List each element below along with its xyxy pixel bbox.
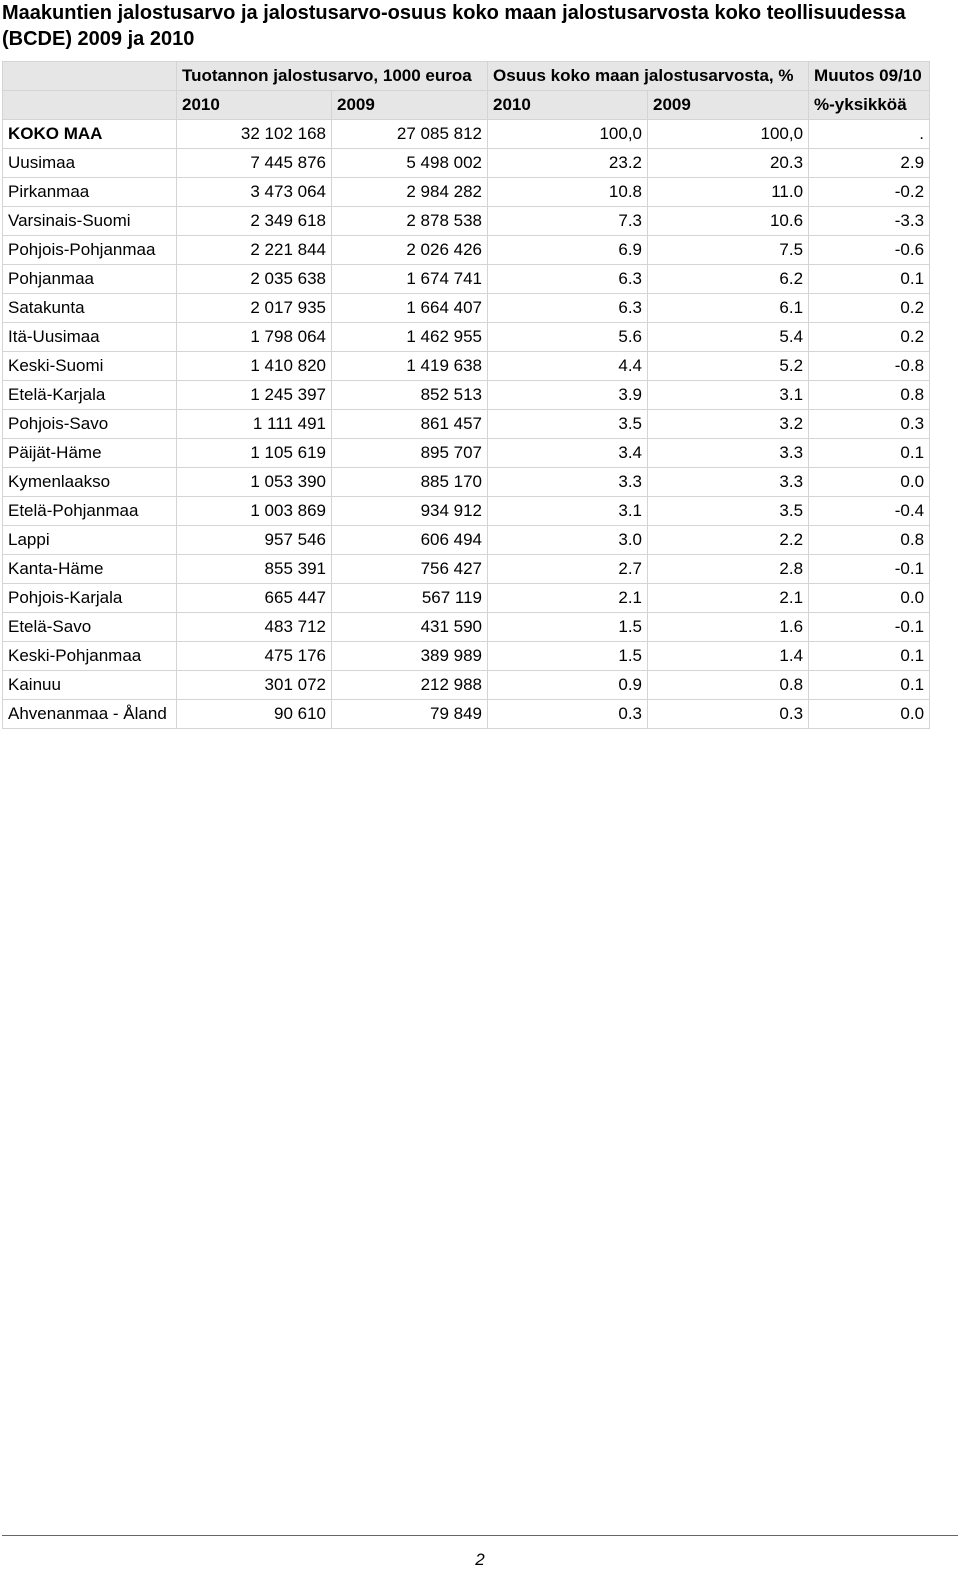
share-2010-cell: 3.4 [488,439,648,468]
share-2010-cell: 1.5 [488,642,648,671]
table-row [3,642,930,671]
share-2009-cell: 20.3 [648,149,809,178]
share-2010-cell: 5.6 [488,323,648,352]
value-2009-cell: 567 119 [332,584,488,613]
value-2010-cell: 2 221 844 [177,236,332,265]
header-corner-cell [3,62,177,91]
share-2009-cell: 6.2 [648,265,809,294]
share-2010-cell: 0.9 [488,671,648,700]
value-2009-cell: 2 026 426 [332,236,488,265]
change-cell: -0.8 [809,352,930,381]
share-2010-cell: 2.1 [488,584,648,613]
value-2010-cell: 1 245 397 [177,381,332,410]
table-row [3,613,930,642]
change-cell: 0.8 [809,381,930,410]
share-2010-cell: 3.1 [488,497,648,526]
change-cell: . [809,120,930,149]
value-2009-cell: 885 170 [332,468,488,497]
share-2010-cell: 3.3 [488,468,648,497]
value-2010-cell: 2 017 935 [177,294,332,323]
value-2009-cell: 861 457 [332,410,488,439]
value-2009-cell: 895 707 [332,439,488,468]
share-2009-cell: 1.6 [648,613,809,642]
table-row [3,381,930,410]
header-share-2010: 2010 [488,91,648,120]
value-2009-cell: 212 988 [332,671,488,700]
share-2009-cell: 0.3 [648,700,809,729]
region-name-cell: Keski-Suomi [3,352,177,381]
header-share: Osuus koko maan jalostusarvosta, % [488,62,809,91]
region-name-cell: Pirkanmaa [3,178,177,207]
share-2009-cell: 3.5 [648,497,809,526]
value-2009-cell: 79 849 [332,700,488,729]
region-name-cell: Satakunta [3,294,177,323]
value-2010-cell: 32 102 168 [177,120,332,149]
value-2009-cell: 2 984 282 [332,178,488,207]
value-2010-cell: 1 105 619 [177,439,332,468]
share-2009-cell: 2.2 [648,526,809,555]
share-2009-cell: 5.2 [648,352,809,381]
value-2009-cell: 431 590 [332,613,488,642]
header-year-2010: 2010 [177,91,332,120]
table-row [3,584,930,613]
change-cell: 0.0 [809,584,930,613]
value-2009-cell: 2 878 538 [332,207,488,236]
share-2010-cell: 6.9 [488,236,648,265]
share-2010-cell: 6.3 [488,294,648,323]
region-name-cell: Kanta-Häme [3,555,177,584]
share-2009-cell: 3.2 [648,410,809,439]
value-2009-cell: 27 085 812 [332,120,488,149]
value-2009-cell: 852 513 [332,381,488,410]
header-change: Muutos 09/10 [809,62,930,91]
table-row [3,294,930,323]
table-row [3,410,930,439]
value-2010-cell: 665 447 [177,584,332,613]
share-2009-cell: 10.6 [648,207,809,236]
value-2009-cell: 1 664 407 [332,294,488,323]
change-cell: 2.9 [809,149,930,178]
value-2010-cell: 301 072 [177,671,332,700]
table-row [3,671,930,700]
value-2009-cell: 934 912 [332,497,488,526]
value-2010-cell: 1 111 491 [177,410,332,439]
table-row [3,120,930,149]
share-2009-cell: 5.4 [648,323,809,352]
table-row [3,497,930,526]
data-table [2,61,930,729]
region-name-cell: Pohjois-Savo [3,410,177,439]
table-row [3,323,930,352]
value-2010-cell: 1 798 064 [177,323,332,352]
share-2009-cell: 3.3 [648,468,809,497]
change-cell: 0.0 [809,468,930,497]
region-name-cell: Pohjois-Pohjanmaa [3,236,177,265]
region-name-cell: Päijät-Häme [3,439,177,468]
value-2010-cell: 7 445 876 [177,149,332,178]
change-cell: 0.1 [809,265,930,294]
region-name-cell: Etelä-Savo [3,613,177,642]
value-2009-cell: 5 498 002 [332,149,488,178]
value-2009-cell: 1 674 741 [332,265,488,294]
change-cell: -0.1 [809,555,930,584]
footer-divider [2,1535,958,1536]
region-name-cell: KOKO MAA [3,120,177,149]
value-2010-cell: 475 176 [177,642,332,671]
change-cell: 0.1 [809,642,930,671]
table-row [3,468,930,497]
change-cell: -0.1 [809,613,930,642]
header-row-groups [3,62,930,91]
value-2009-cell: 756 427 [332,555,488,584]
value-2010-cell: 90 610 [177,700,332,729]
change-cell: 0.2 [809,294,930,323]
region-name-cell: Etelä-Karjala [3,381,177,410]
table-row [3,700,930,729]
header-row-years [3,91,930,120]
change-cell: -0.4 [809,497,930,526]
share-2009-cell: 2.1 [648,584,809,613]
share-2010-cell: 6.3 [488,265,648,294]
value-2009-cell: 606 494 [332,526,488,555]
header-corner-cell [3,91,177,120]
value-2010-cell: 483 712 [177,613,332,642]
region-name-cell: Uusimaa [3,149,177,178]
share-2010-cell: 1.5 [488,613,648,642]
value-2009-cell: 1 462 955 [332,323,488,352]
value-2010-cell: 855 391 [177,555,332,584]
region-name-cell: Itä-Uusimaa [3,323,177,352]
value-2010-cell: 2 035 638 [177,265,332,294]
value-2010-cell: 3 473 064 [177,178,332,207]
table-row [3,207,930,236]
table-row [3,236,930,265]
value-2009-cell: 1 419 638 [332,352,488,381]
share-2009-cell: 3.3 [648,439,809,468]
region-name-cell: Ahvenanmaa - Åland [3,700,177,729]
region-name-cell: Pohjois-Karjala [3,584,177,613]
share-2009-cell: 2.8 [648,555,809,584]
table-row [3,526,930,555]
page-number: 2 [475,1550,485,1569]
value-2010-cell: 1 410 820 [177,352,332,381]
table-row [3,178,930,207]
share-2009-cell: 11.0 [648,178,809,207]
region-name-cell: Etelä-Pohjanmaa [3,497,177,526]
region-name-cell: Lappi [3,526,177,555]
page-title: Maakuntien jalostusarvo ja jalostusarvo-osuus koko maan jalostusarvosta koko teollisuudessa (BCDE) 2009 ja 2010 [2,2,906,50]
region-name-cell: Pohjanmaa [3,265,177,294]
header-percentage-points: %-yksikköä [809,91,930,120]
share-2010-cell: 10.8 [488,178,648,207]
table-row [3,149,930,178]
share-2009-cell: 6.1 [648,294,809,323]
table-row [3,439,930,468]
share-2010-cell: 2.7 [488,555,648,584]
table-row [3,265,930,294]
share-2010-cell: 7.3 [488,207,648,236]
value-2009-cell: 389 989 [332,642,488,671]
change-cell: -3.3 [809,207,930,236]
table-body [3,120,930,729]
change-cell: 0.0 [809,700,930,729]
change-cell: -0.2 [809,178,930,207]
share-2010-cell: 3.9 [488,381,648,410]
value-2010-cell: 957 546 [177,526,332,555]
header-year-2009: 2009 [332,91,488,120]
region-name-cell: Kymenlaakso [3,468,177,497]
value-2010-cell: 2 349 618 [177,207,332,236]
change-cell: 0.1 [809,439,930,468]
change-cell: 0.8 [809,526,930,555]
share-2009-cell: 1.4 [648,642,809,671]
share-2009-cell: 3.1 [648,381,809,410]
header-share-2009: 2009 [648,91,809,120]
share-2010-cell: 23.2 [488,149,648,178]
value-2010-cell: 1 003 869 [177,497,332,526]
region-name-cell: Keski-Pohjanmaa [3,642,177,671]
share-2009-cell: 0.8 [648,671,809,700]
change-cell: 0.1 [809,671,930,700]
change-cell: 0.2 [809,323,930,352]
share-2010-cell: 100,0 [488,120,648,149]
region-name-cell: Kainuu [3,671,177,700]
change-cell: -0.6 [809,236,930,265]
share-2010-cell: 0.3 [488,700,648,729]
share-2010-cell: 3.0 [488,526,648,555]
table-row [3,352,930,381]
share-2010-cell: 3.5 [488,410,648,439]
value-2010-cell: 1 053 390 [177,468,332,497]
change-cell: 0.3 [809,410,930,439]
share-2010-cell: 4.4 [488,352,648,381]
table-row [3,555,930,584]
header-value-added: Tuotannon jalostusarvo, 1000 euroa [177,62,488,91]
region-name-cell: Varsinais-Suomi [3,207,177,236]
share-2009-cell: 7.5 [648,236,809,265]
share-2009-cell: 100,0 [648,120,809,149]
